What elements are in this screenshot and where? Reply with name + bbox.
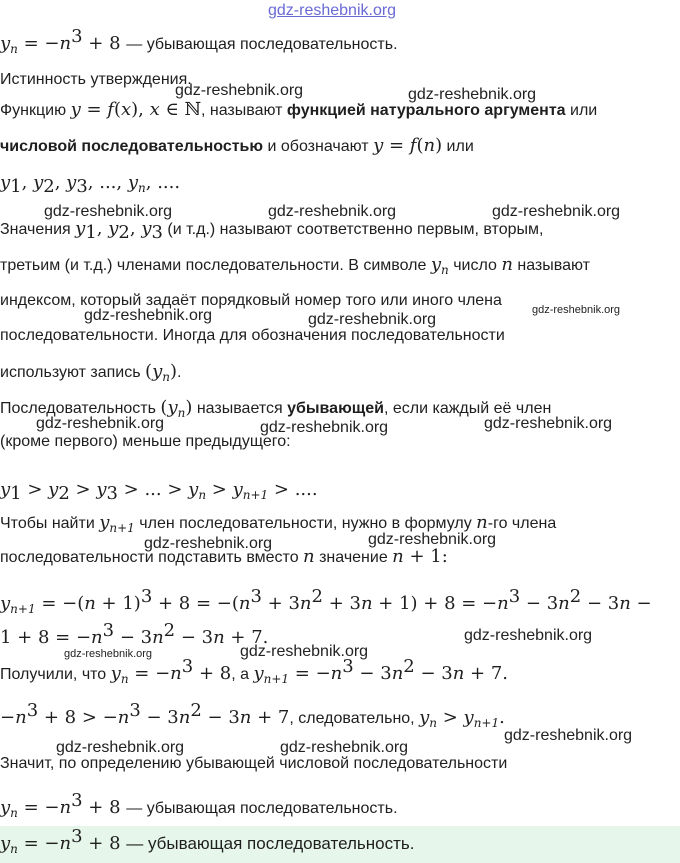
watermark: gdz-reshebnik.org <box>484 415 613 432</box>
notation-usage: используют запись $(y_n)$. <box>0 361 182 384</box>
decreasing-inequality: $y_1 > y_2 > y_3$ > ... > $y_n > y_{n+1}$ > .... <box>0 479 318 504</box>
watermark: gdz-reshebnik.org <box>260 419 389 436</box>
comparison-line: $-n^3 + 8 > -n^3 - 3n^2 - 3n + 7$, следовательно, $y_n > y_{n+1}$. <box>0 700 505 730</box>
sequence-terms: $y_1$, $y_2$, $y_3$, ..., $y_n$, .... <box>0 172 181 197</box>
watermark: gdz-reshebnik.org <box>280 739 409 756</box>
index-line: индексом, который задаёт порядковый номер того или иного члена <box>0 292 502 309</box>
watermark: gdz-reshebnik.org <box>408 86 537 103</box>
conclusion-line: Значит, по определению убывающей числовой последовательности <box>0 755 508 772</box>
decreasing-definition-cont: (кроме первого) меньше предыдущего: <box>0 433 291 450</box>
watermark: gdz-reshebnik.org <box>268 203 397 220</box>
formula-decreasing-1: $y_n = -n^3 + 8$ — убывающая последовательность. <box>0 26 398 56</box>
watermark: gdz-reshebnik.org <box>308 311 437 328</box>
obtained-line: Получили, что $y_n = -n^3 + 8$, а $y_{n+1} = -n^3 - 3n^2 - 3n + 7$. <box>0 656 509 686</box>
find-line: Чтобы найти $y_{n+1}$ член последовательности, нужно в формулу n-го члена <box>0 512 557 535</box>
notation-line: последовательности. Иногда для обозначения последовательности <box>0 327 505 344</box>
watermark: gdz-reshebnik.org <box>84 307 213 324</box>
answer-formula: $y_n = -n^3 + 8$ — убывающая последовательность. <box>0 826 415 856</box>
expansion-line-1: $y_{n+1} = -(n + 1)^3 + 8 = -(n^3 + 3n^2 + 3n + 1) + 8 = -n^3 - 3n^2 - 3n$ − <box>0 586 652 616</box>
watermark: gdz-reshebnik.org <box>36 415 165 432</box>
watermark: gdz-reshebnik.org <box>144 535 273 552</box>
substitute-line: последовательности подставить вместо n значение n + 1: <box>0 546 448 567</box>
watermark: gdz-reshebnik.org <box>56 739 185 756</box>
watermark: gdz-reshebnik.org <box>368 531 497 548</box>
definition-function: Функцию y = f(x), x ∈ ℕ, называют функцией натурального аргумента или <box>0 99 598 120</box>
watermark: gdz-reshebnik.org <box>464 627 593 644</box>
watermark: gdz-reshebnik.org <box>175 82 304 99</box>
truth-heading: Истинность утверждения. <box>0 71 192 88</box>
watermark: gdz-reshebnik.org <box>532 304 621 316</box>
watermark: gdz-reshebnik.org <box>268 2 397 19</box>
members-line: третьим (и т.д.) членами последовательности. В символе $y_n$ число n называют <box>0 254 590 277</box>
expansion-line-2: $1 + 8 = -n^3 - 3n^2 - 3n + 7$. <box>0 620 269 648</box>
decreasing-definition: Последовательность $(y_n)$ называется убывающей, если каждый её член <box>0 397 552 420</box>
watermark: gdz-reshebnik.org <box>504 727 633 744</box>
watermark: gdz-reshebnik.org <box>492 203 621 220</box>
watermark: gdz-reshebnik.org <box>240 643 369 660</box>
watermark: gdz-reshebnik.org <box>44 203 173 220</box>
formula-decreasing-2: $y_n = -n^3 + 8$ — убывающая последовательность. <box>0 790 398 820</box>
watermark: gdz-reshebnik.org <box>64 648 153 660</box>
values-line: Значения $y_1$, $y_2$, $y_3$ (и т.д.) называют соответственно первым, вторым, <box>0 218 544 243</box>
definition-sequence: числовой последовательностью и обозначают y = f(n) или <box>0 135 474 156</box>
